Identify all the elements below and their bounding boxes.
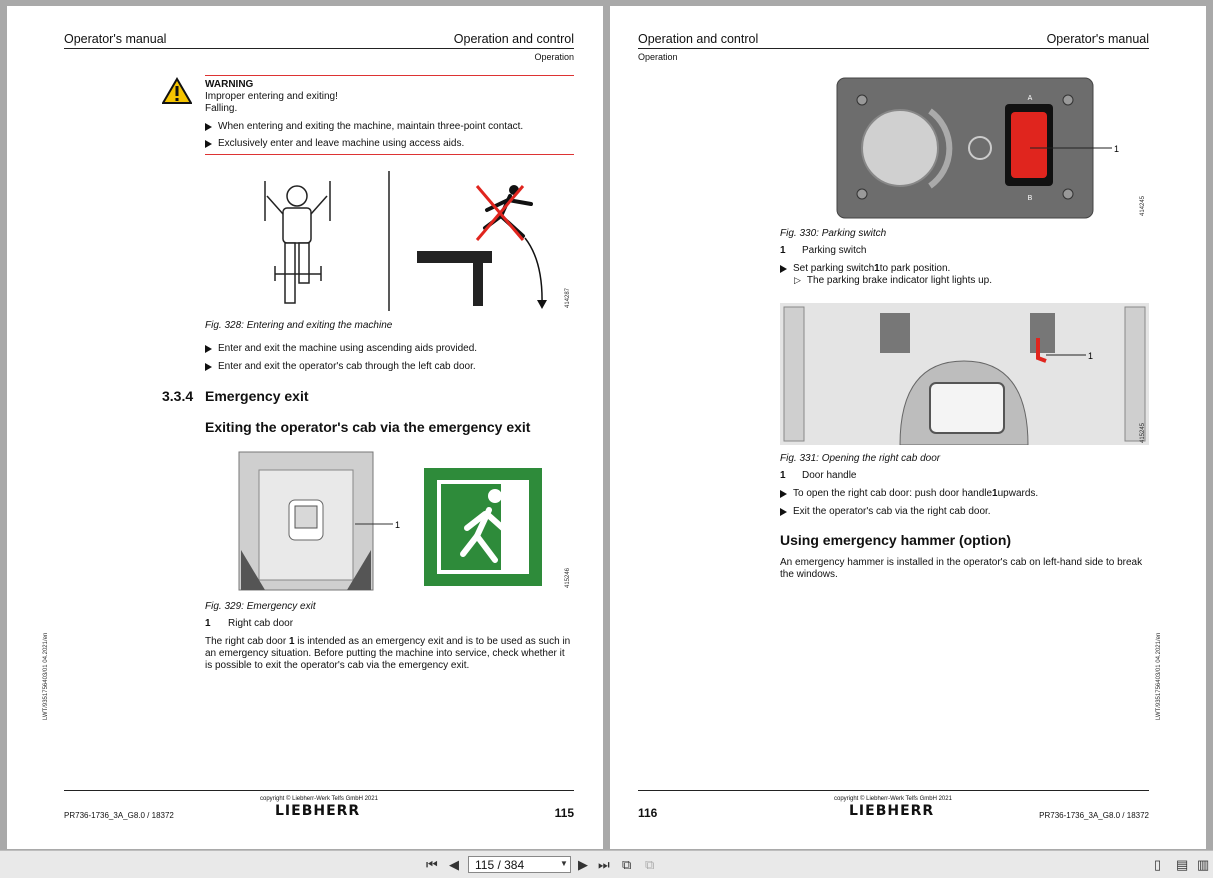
- figure-331-callout: 1: [1088, 351, 1094, 361]
- section-title: Emergency exit: [205, 388, 309, 404]
- figure-329-image: [205, 450, 574, 595]
- paragraph-line-3: is possible to exit the operator's cab via the emergency exit.: [205, 660, 470, 671]
- paste-icon[interactable]: ⧉: [645, 857, 655, 872]
- legend-number: 1: [780, 470, 786, 481]
- list-item: Exit the operator's cab via the right cab door.: [780, 506, 991, 517]
- section-number: 3.3.4: [162, 388, 194, 404]
- bullet-arrow-icon: [205, 363, 212, 371]
- side-document-code: LWT/9351756403/01 04.2021/en: [1156, 632, 1162, 720]
- list-item: To open the right cab door: push door handle 1 upwards.: [780, 488, 1038, 499]
- bullet-arrow-icon: [780, 508, 787, 516]
- paragraph-line-2: the windows.: [780, 569, 838, 580]
- figure-329-caption: Fig. 329: Emergency exit: [205, 601, 316, 612]
- list-item: Set parking switch 1 to park position.: [780, 263, 950, 274]
- chevron-down-icon[interactable]: ▼: [560, 859, 568, 868]
- paragraph-line-2: an emergency situation. Before putting the machine into service, check whether it: [205, 648, 565, 659]
- last-page-icon[interactable]: ⏭: [598, 857, 610, 872]
- figure-330-image: [780, 76, 1150, 221]
- legend-text: Parking switch: [802, 245, 867, 256]
- subheader: Operation: [534, 52, 574, 62]
- document-page-right: [610, 6, 1206, 849]
- warning-line-1: Improper entering and exiting!: [205, 91, 338, 102]
- header-left: Operator's manual: [64, 32, 167, 46]
- subsection-title: Using emergency hammer (option): [780, 532, 1012, 548]
- legend-text: Door handle: [802, 470, 857, 481]
- page-number: 116: [638, 806, 658, 820]
- next-page-icon[interactable]: ▶: [578, 857, 588, 872]
- document-number: PR736-1736_3A_G8.0 / 18372: [1039, 811, 1149, 820]
- figure-330-id: 414245: [1140, 195, 1146, 216]
- bullet-arrow-icon: [205, 345, 212, 353]
- header-left: Operation and control: [638, 32, 759, 46]
- page-number: 115: [554, 806, 574, 820]
- continuous-icon[interactable]: ▤: [1176, 857, 1189, 872]
- switch-label-b: B: [1027, 195, 1033, 202]
- page-number-input[interactable]: 115 / 384: [468, 856, 571, 873]
- first-page-icon[interactable]: ⏮: [426, 857, 438, 872]
- legend-text: Right cab door: [228, 618, 294, 629]
- liebherr-logo: LIEBHERR: [275, 803, 361, 819]
- warning-icon: [162, 77, 192, 104]
- warning-top-rule: [205, 75, 574, 76]
- figure-330-callout: 1: [1114, 144, 1120, 154]
- copy-icon[interactable]: ⧉: [622, 857, 632, 872]
- figure-328-caption: Fig. 328: Entering and exiting the machine: [205, 320, 393, 331]
- document-page-left: [7, 6, 603, 849]
- warning-bullet-2: Exclusively enter and leave machine using access aids.: [205, 138, 464, 149]
- figure-329-id: 415246: [565, 567, 571, 588]
- figure-328-id: 414287: [565, 287, 571, 308]
- copyright: copyright © Liebherr-Werk Telfs GmbH 2021: [260, 796, 378, 802]
- figure-331-id: 415245: [1140, 422, 1146, 443]
- prev-page-icon[interactable]: ◀: [449, 857, 459, 872]
- side-document-code: LWT/9351756403/01 04.2021/en: [43, 632, 49, 720]
- header-rule: [64, 48, 574, 49]
- liebherr-logo: LIEBHERR: [849, 803, 935, 819]
- header-right: Operation and control: [453, 32, 574, 46]
- single-page-icon[interactable]: ▯: [1154, 857, 1162, 872]
- warning-bottom-rule: [205, 154, 574, 155]
- subheader: Operation: [638, 52, 678, 62]
- list-item: Enter and exit the operator's cab through the left cab door.: [205, 361, 476, 372]
- legend-number: 1: [205, 618, 211, 629]
- figure-328-image: [205, 166, 574, 314]
- paragraph-line-1: An emergency hammer is installed in the operator's cab on left-hand side to break: [780, 557, 1143, 568]
- bullet-arrow-icon: [205, 123, 212, 131]
- figure-331-caption: Fig. 331: Opening the right cab door: [780, 453, 941, 464]
- figure-331-image: [780, 303, 1149, 445]
- paragraph-line-1: The right cab door 1 is intended as an emergency exit and is to be used as such in: [205, 636, 571, 647]
- warning-line-2: Falling.: [205, 103, 238, 114]
- warning-bullet-1: When entering and exiting the machine, maintain three-point contact.: [205, 121, 523, 132]
- bullet-arrow-icon: [780, 265, 787, 273]
- list-item: Enter and exit the machine using ascending aids provided.: [205, 343, 477, 354]
- viewer-toolbar: [0, 850, 1213, 878]
- two-page-icon[interactable]: ▥: [1197, 857, 1210, 872]
- subsection-title: Exiting the operator's cab via the emergency exit: [205, 419, 531, 435]
- bullet-arrow-icon: [205, 140, 212, 148]
- header-right: Operator's manual: [1046, 32, 1149, 46]
- figure-330-caption: Fig. 330: Parking switch: [780, 228, 887, 239]
- legend-number: 1: [780, 245, 786, 256]
- footer-rule: [638, 790, 1149, 791]
- figure-329-callout: 1: [395, 520, 401, 530]
- header-rule: [638, 48, 1149, 49]
- bullet-arrow-icon: [780, 490, 787, 498]
- switch-label-a: A: [1027, 95, 1033, 102]
- copyright: copyright © Liebherr-Werk Telfs GmbH 2021: [834, 796, 952, 802]
- result-item: ▷ The parking brake indicator light lights up.: [794, 275, 993, 286]
- footer-rule: [64, 790, 574, 791]
- document-number: PR736-1736_3A_G8.0 / 18372: [64, 811, 174, 820]
- warning-title: WARNING: [205, 79, 254, 90]
- result-arrow-icon: ▷: [794, 275, 801, 285]
